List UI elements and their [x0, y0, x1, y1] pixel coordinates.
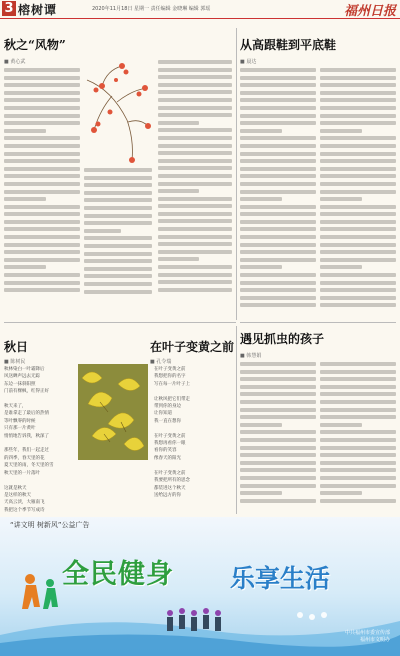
body-text-line — [158, 257, 199, 261]
body-text-line — [320, 288, 396, 292]
body-text-line — [158, 288, 232, 292]
body-text-line — [240, 385, 316, 389]
body-text-line — [320, 499, 396, 503]
body-text-line — [240, 438, 316, 442]
body-text-line — [4, 265, 46, 269]
body-text-line — [240, 484, 316, 488]
body-text-line — [4, 106, 80, 110]
body-text-line — [240, 243, 316, 247]
article-title-bug-catcher: 遇见抓虫的孩子 — [240, 332, 325, 346]
body-text-line — [240, 121, 316, 125]
poem-byline-qiuri: ■ 陈树民 — [4, 359, 26, 365]
ad-organizer — [345, 630, 390, 644]
poem-line: 是这样的秋天 — [4, 492, 31, 498]
poem-title-yezi: 在叶子变黄之前 — [150, 340, 235, 354]
body-text-line — [4, 220, 80, 224]
body-text-line — [240, 273, 316, 277]
body-text-line — [320, 303, 396, 307]
poem-line: 夏天里的雨，冬天里的雪 — [4, 463, 54, 469]
page-number: 3 — [2, 1, 16, 16]
body-text-line — [320, 296, 396, 300]
body-text-line — [240, 106, 316, 110]
body-text-line — [320, 430, 396, 434]
body-text-line — [240, 68, 316, 72]
body-text-line — [320, 235, 396, 239]
body-text-line — [84, 183, 152, 187]
body-text-line — [320, 167, 396, 171]
article-body-bug-catcher-col2 — [320, 362, 396, 512]
section-title: 榕树谭 — [18, 3, 58, 17]
body-text-line — [4, 281, 80, 285]
body-text-line — [320, 205, 396, 209]
article-body-high-heels-col1 — [240, 68, 316, 316]
persimmon-illustration — [82, 60, 152, 164]
body-text-line — [240, 430, 316, 434]
body-text-line — [320, 273, 396, 277]
body-text-line — [320, 197, 362, 201]
body-text-line — [158, 68, 232, 72]
article-byline-bug-catcher: ■ 韩慧娟 — [240, 353, 262, 359]
poem-line: 秋天里的一片落叶 — [4, 470, 40, 476]
poem-line: 只有那一片黄叶 — [4, 426, 36, 432]
body-text-line — [158, 113, 232, 117]
body-text-line — [4, 76, 80, 80]
body-text-line — [84, 290, 152, 294]
body-text-line — [320, 423, 362, 427]
body-text-line — [4, 167, 80, 171]
body-text-line — [240, 415, 316, 419]
body-text-line — [320, 68, 396, 72]
poem-line: 这就是秋天 — [4, 485, 27, 491]
body-text-line — [4, 174, 80, 178]
body-text-line — [158, 75, 232, 79]
poem-line: 写在每一片叶子上 — [154, 381, 190, 387]
poem-line: 在叶子变黄之前 — [154, 470, 186, 476]
poem-line: 带到你的身边 — [154, 404, 181, 410]
body-text-line — [4, 197, 46, 201]
body-text-line — [240, 362, 316, 366]
body-text-line — [158, 189, 199, 193]
poem-line: 我想再看你一眼 — [154, 441, 186, 447]
body-text-line — [240, 250, 316, 254]
body-text-line — [240, 190, 316, 194]
body-text-line — [240, 446, 316, 450]
poem-line: 那些年，我们一起走过 — [4, 448, 49, 454]
body-text-line — [240, 114, 316, 118]
body-text-line — [240, 423, 282, 427]
body-text-line — [240, 167, 316, 171]
body-text-line — [240, 129, 282, 133]
poem-line — [4, 477, 74, 484]
body-text-line — [320, 129, 362, 133]
body-text-line — [84, 244, 152, 248]
body-text-line — [4, 273, 80, 277]
body-text-line — [4, 144, 80, 148]
body-text-line — [240, 491, 282, 495]
article-byline-qiu-fengwu: ■ 黄心武 — [4, 59, 26, 65]
body-text-line — [320, 446, 396, 450]
body-text-line — [240, 197, 282, 201]
body-text-line — [158, 90, 232, 94]
body-text-line — [320, 385, 396, 389]
body-text-line — [84, 236, 152, 240]
poem-body-qiuri — [4, 366, 74, 512]
poem-line: 我一直在想你 — [154, 418, 181, 424]
body-text-line — [240, 400, 316, 404]
body-text-line — [158, 136, 232, 140]
poem-body-yezi — [154, 366, 234, 512]
body-text-line — [4, 129, 46, 133]
ad-org-line1: 中共福州市委宣传部 — [344, 630, 390, 636]
body-text-line — [158, 121, 199, 125]
body-text-line — [240, 296, 316, 300]
body-text-line — [158, 159, 232, 163]
body-text-line — [158, 204, 232, 208]
body-text-line — [320, 491, 362, 495]
body-text-line — [240, 408, 316, 412]
body-text-line — [320, 258, 396, 262]
body-text-line — [240, 258, 316, 262]
ad-org-line2: 福州市文明办 — [359, 637, 390, 643]
body-text-line — [240, 468, 316, 472]
body-text-line — [4, 98, 80, 102]
public-service-ad — [0, 517, 400, 656]
body-text-line — [320, 212, 396, 216]
poem-line: 门前有棵枫，红得正好 — [4, 389, 49, 395]
poem-line: 像春天的阳光 — [154, 455, 181, 461]
body-text-line — [4, 250, 80, 254]
body-text-line — [4, 68, 80, 72]
body-text-line — [4, 114, 80, 118]
column-divider — [236, 28, 237, 320]
body-text-line — [240, 303, 316, 307]
body-text-line — [320, 98, 396, 102]
body-text-line — [158, 106, 232, 110]
body-text-line — [320, 243, 396, 247]
body-text-line — [84, 259, 152, 263]
body-text-line — [158, 227, 232, 231]
body-text-line — [240, 98, 316, 102]
body-text-line — [240, 392, 316, 396]
body-text-line — [158, 235, 232, 239]
body-text-line — [320, 476, 396, 480]
body-text-line — [240, 144, 316, 148]
ad-slogan-right: 乐享生活 — [230, 564, 331, 593]
body-text-line — [84, 229, 121, 233]
article-byline-high-heels: ■ 晨达 — [240, 59, 257, 65]
body-text-line — [158, 174, 232, 178]
body-text-line — [240, 453, 316, 457]
body-text-line — [320, 453, 396, 457]
body-text-line — [320, 83, 396, 87]
body-text-line — [84, 191, 152, 195]
body-text-line — [320, 220, 396, 224]
body-text-line — [4, 235, 80, 239]
body-text-line — [320, 362, 396, 366]
body-text-line — [240, 76, 316, 80]
poem-line — [4, 396, 74, 403]
poem-line: 看你的笑容 — [154, 448, 177, 454]
article-body-high-heels-col2 — [320, 68, 396, 316]
body-text-line — [320, 400, 396, 404]
body-text-line — [84, 267, 152, 271]
body-text-line — [84, 274, 152, 278]
body-text-line — [240, 182, 316, 186]
body-text-line — [240, 281, 316, 285]
article-body-qiu-fengwu-col2 — [84, 168, 152, 300]
poem-line: 送给远方的你 — [154, 492, 181, 498]
body-text-line — [158, 219, 232, 223]
body-text-line — [240, 91, 316, 95]
body-text-line — [240, 136, 316, 140]
body-text-line — [320, 182, 396, 186]
body-text-line — [4, 205, 80, 209]
ad-runners-graphic — [0, 517, 400, 656]
body-text-line — [240, 461, 316, 465]
body-text-line — [240, 83, 316, 87]
body-text-line — [158, 98, 232, 102]
body-text-line — [240, 205, 316, 209]
poem-byline-yezi: ■ 孔令瑞 — [150, 359, 172, 365]
poem-line: 都装进这个秋天 — [154, 485, 186, 491]
body-text-line — [240, 159, 316, 163]
body-text-line — [158, 212, 232, 216]
body-text-line — [320, 76, 396, 80]
body-text-line — [240, 265, 282, 269]
body-text-line — [4, 136, 80, 140]
body-text-line — [320, 484, 396, 488]
body-text-line — [240, 377, 316, 381]
body-text-line — [320, 152, 396, 156]
body-text-line — [84, 214, 152, 218]
body-text-line — [320, 121, 396, 125]
poem-line: 秋林染白一叶霜降后 — [4, 367, 45, 372]
body-text-line — [4, 159, 80, 163]
body-text-line — [84, 206, 152, 210]
body-text-line — [4, 227, 80, 231]
body-text-line — [158, 182, 232, 186]
poem-line: 让你知道 — [154, 411, 172, 417]
body-text-line — [158, 83, 232, 87]
body-text-line — [158, 280, 232, 284]
poem-line: 秋天来了， — [4, 404, 27, 410]
body-text-line — [320, 114, 396, 118]
poem-line — [4, 440, 74, 447]
body-text-line — [158, 250, 232, 254]
body-text-line — [320, 106, 396, 110]
body-text-line — [320, 415, 396, 419]
poem-line — [154, 388, 234, 395]
body-text-line — [320, 377, 396, 381]
body-text-line — [84, 176, 152, 180]
poem-line — [154, 462, 234, 469]
poem-line: 让秋风把它们带走 — [154, 396, 190, 402]
article-body-qiu-fengwu-col1 — [4, 68, 80, 300]
body-text-line — [240, 476, 316, 480]
page-header — [0, 0, 400, 19]
article-body-bug-catcher-col1 — [240, 362, 316, 512]
body-text-line — [320, 408, 396, 412]
body-text-line — [4, 91, 80, 95]
poem-line: 天高云淡，大雁南飞 — [4, 500, 45, 506]
body-text-line — [240, 288, 316, 292]
body-text-line — [320, 190, 396, 194]
body-text-line — [4, 288, 80, 292]
ginkgo-leaves-photo — [78, 364, 148, 460]
body-text-line — [4, 212, 80, 216]
section-divider — [4, 322, 236, 323]
body-text-line — [4, 182, 80, 186]
body-text-line — [158, 265, 232, 269]
body-text-line — [320, 227, 396, 231]
body-text-line — [320, 91, 396, 95]
body-text-line — [84, 282, 152, 286]
body-text-line — [320, 392, 396, 396]
poem-line: 我要把所有的思念 — [154, 478, 190, 484]
column-divider — [236, 326, 237, 514]
body-text-line — [320, 159, 396, 163]
section-divider — [240, 322, 396, 323]
body-text-line — [240, 174, 316, 178]
poem-line — [154, 425, 234, 432]
body-text-line — [4, 121, 80, 125]
poem-line: 在叶子变黄之前 — [154, 433, 186, 439]
body-text-line — [84, 168, 152, 172]
poem-line: 我想把你的名字 — [154, 374, 186, 380]
ad-slogan-left: 全民健身 — [62, 559, 174, 590]
body-text-line — [320, 438, 396, 442]
body-text-line — [240, 152, 316, 156]
issue-meta: 2020年11月18日 星期一 责任编辑 金晓琳 编辑 郭瑶 — [92, 6, 211, 12]
body-text-line — [158, 197, 232, 201]
body-text-line — [240, 220, 316, 224]
body-text-line — [320, 461, 396, 465]
body-text-line — [240, 227, 316, 231]
poem-line: 东边一抹斜阳照 — [4, 381, 36, 387]
body-text-line — [240, 235, 316, 239]
body-text-line — [320, 144, 396, 148]
ad-caption: “讲文明 树新风”公益广告 — [10, 521, 90, 529]
body-text-line — [4, 152, 80, 156]
article-title-qiu-fengwu: 秋之“风物” — [4, 38, 66, 52]
article-title-high-heels: 从高跟鞋到平底鞋 — [240, 38, 337, 52]
body-text-line — [320, 265, 362, 269]
body-text-line — [4, 83, 80, 87]
body-text-line — [320, 468, 396, 472]
body-text-line — [320, 370, 396, 374]
body-text-line — [240, 370, 316, 374]
body-text-line — [320, 281, 396, 285]
poem-title-qiuri: 秋日 — [4, 340, 29, 354]
body-text-line — [158, 273, 232, 277]
body-text-line — [4, 243, 80, 247]
body-text-line — [84, 221, 152, 225]
body-text-line — [84, 198, 152, 202]
body-text-line — [158, 166, 232, 170]
newspaper-masthead: 福州日报 — [343, 4, 396, 19]
body-text-line — [158, 144, 232, 148]
body-text-line — [158, 60, 232, 64]
body-text-line — [4, 190, 80, 194]
body-text-line — [158, 128, 232, 132]
poem-line: 是谁拿走了最后的热情 — [4, 411, 49, 417]
body-text-line — [84, 252, 152, 256]
body-text-line — [320, 250, 396, 254]
poem-line: 在叶子变黄之前 — [154, 367, 186, 372]
poem-line: 我把这个季节写成诗 — [4, 507, 45, 512]
poem-line: 等叶飘零的时候 — [4, 418, 36, 424]
body-text-line — [240, 499, 316, 503]
body-text-line — [320, 174, 396, 178]
body-text-line — [240, 212, 316, 216]
poem-line: 的四季，春天里的花 — [4, 455, 45, 461]
article-body-qiu-fengwu-col3 — [158, 60, 232, 300]
poem-line: 悄悄地告诉我，秋深了 — [4, 433, 49, 439]
poem-line: 风送蝉声远去无踪 — [4, 374, 40, 380]
body-text-line — [158, 151, 232, 155]
body-text-line — [158, 242, 232, 246]
body-text-line — [4, 258, 80, 262]
body-text-line — [320, 136, 396, 140]
